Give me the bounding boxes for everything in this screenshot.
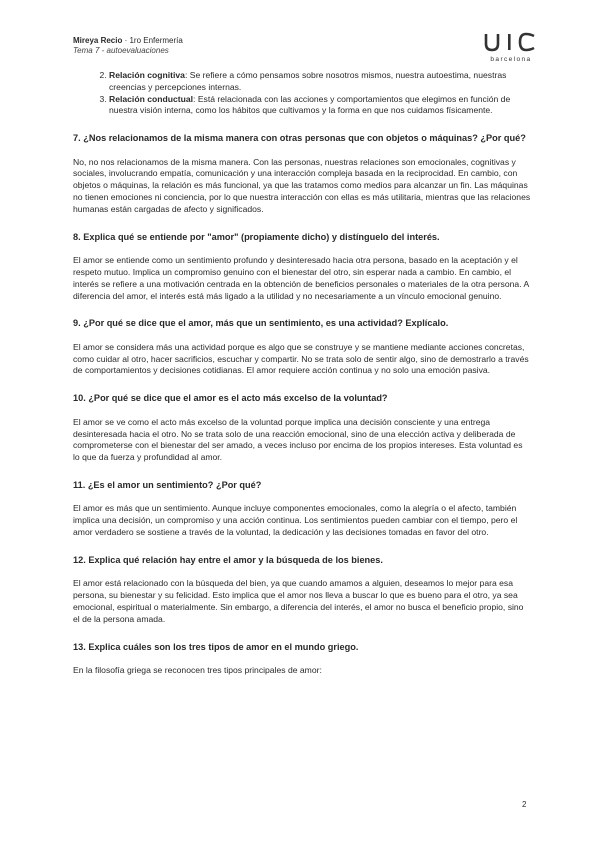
answer-7: No, no nos relacionamos de la misma manera. Con las personas, nuestras relaciones son emocionales, cognitivas y sociales, involucrando empatía, comunicación y una interacción compleja basada en la reciprocidad. En cambio, con objetos o máquinas, la relación es más funcional, ya que las tratamos como medios para alcanzar un fin. Las máquinas no tienen emociones ni conciencia, por lo que nuestra interacción con ellas es más utilitaria, mientras que las relaciones humanas están cargadas de afecto y significados. <box>73 156 531 214</box>
logo-subtitle: barcelona <box>490 56 532 63</box>
list-item-term: Relación cognitiva <box>109 70 185 80</box>
question-13: 13. Explica cuáles son los tres tipos de amor en el mundo griego. <box>73 641 359 652</box>
page-header <box>73 36 183 56</box>
header-course: · 1ro Enfermería <box>122 36 183 45</box>
question-11: 11. ¿Es el amor un sentimiento? ¿Por qué? <box>73 479 262 490</box>
list-item-term: Relación conductual <box>109 93 194 104</box>
answer-12: El amor está relacionado con la búsqueda del bien, ya que cuando amamos a alguien, deseamos lo mejor para esa persona, su bienestar y su felicidad. Esto implica que el amor nos lleva a buscar lo que es bueno para el otro, ya sea emocional, espiritual o materialmente. Sin embargo, a diferencia del interés, el amor no busca el beneficio propio, sino el de la persona amada. <box>73 578 524 624</box>
header-line-1 <box>73 36 183 46</box>
answer-10: El amor se ve como el acto más excelso de la voluntad porque implica una decisión consciente y una entrega desinteresada hacia el otro. No se trata solo de una reacción emocional, sino de una elección activa y deliberada de comprometerse con el bienestar del ser amado, a veces incluso por encima de los propios intereses. Esta voluntad es lo que da fuerza y profundidad al amor. <box>73 416 523 463</box>
answer-9: El amor se considera más una actividad porque es algo que se construye y se mantiene mediante acciones concretas, como cuidar al otro, hacer sacrificios, escuchar y compartir. No se trata solo de sentir algo, sino de demostrarlo a través de comportamientos y decisiones cotidianas. El amor requiere acción continua y no solo una emoción pasiva. <box>73 341 529 376</box>
list-item <box>109 70 531 94</box>
answer-13: En la filosofía griega se reconocen tres tipos principales de amor: <box>73 665 322 676</box>
question-12: 12. Explica qué relación hay entre el amor y la búsqueda de los bienes. <box>73 554 383 565</box>
question-8: 8. Explica qué se entiende por "amor" (propiamente dicho) y distínguelo del interés. <box>73 231 440 242</box>
question-9: 9. ¿Por qué se dice que el amor, más que un sentimiento, es una actividad? Explícalo. <box>73 318 449 329</box>
question-10: 10. ¿Por qué se dice que el amor es el acto más excelso de la voluntad? <box>73 393 388 404</box>
list-item-text: : Está relacionada con las acciones y comportamientos que elegimos en función de nuestra visión interna, como los hábitos que cultivamos y la forma en que nos cuidamos físicamente. <box>109 93 511 116</box>
answer-8: El amor se entiende como un sentimiento profundo y desinteresado hacia otra persona, basado en la aceptación y el respeto mutuo. Implica un compromiso genuino con el bienestar del otro, sin esperar nada a cambio. En cambio, el interés se refiere a una motivación centrada en la obtención de beneficios personales o materiales de la otra persona. A diferencia del amor, el interés está más ligado a la utilidad y no necesariamente a un vínculo emocional genuino. <box>73 255 529 301</box>
header-topic: Tema 7 - autoevaluaciones <box>73 46 169 55</box>
uic-logo-icon <box>480 30 542 64</box>
list-item <box>109 94 531 118</box>
answer-11: El amor es más que un sentimiento. Aunque incluye componentes emocionales, como la alegría o el afecto, también implica una decisión, un compromiso y una acción continua. Los sentimientos pueden cambiar con el tiempo, pero el amor verdadero se sostiene a través de la voluntad, la dedicación y las decisiones tomadas en favor del otro. <box>73 503 518 538</box>
question-7: 7. ¿Nos relacionamos de la misma manera con otras personas que con objetos o máquinas? ¿Por qué? <box>73 133 526 144</box>
document-body <box>73 70 531 677</box>
list-item-text: : Se refiere a cómo pensamos sobre nosotros mismos, nuestra autoestima, nuestras creencias y percepciones internas. <box>109 70 507 92</box>
page-number: 2 <box>522 800 527 809</box>
uic-logo <box>480 30 542 64</box>
header-author: Mireya Recio <box>73 36 123 45</box>
continued-list <box>73 70 531 117</box>
